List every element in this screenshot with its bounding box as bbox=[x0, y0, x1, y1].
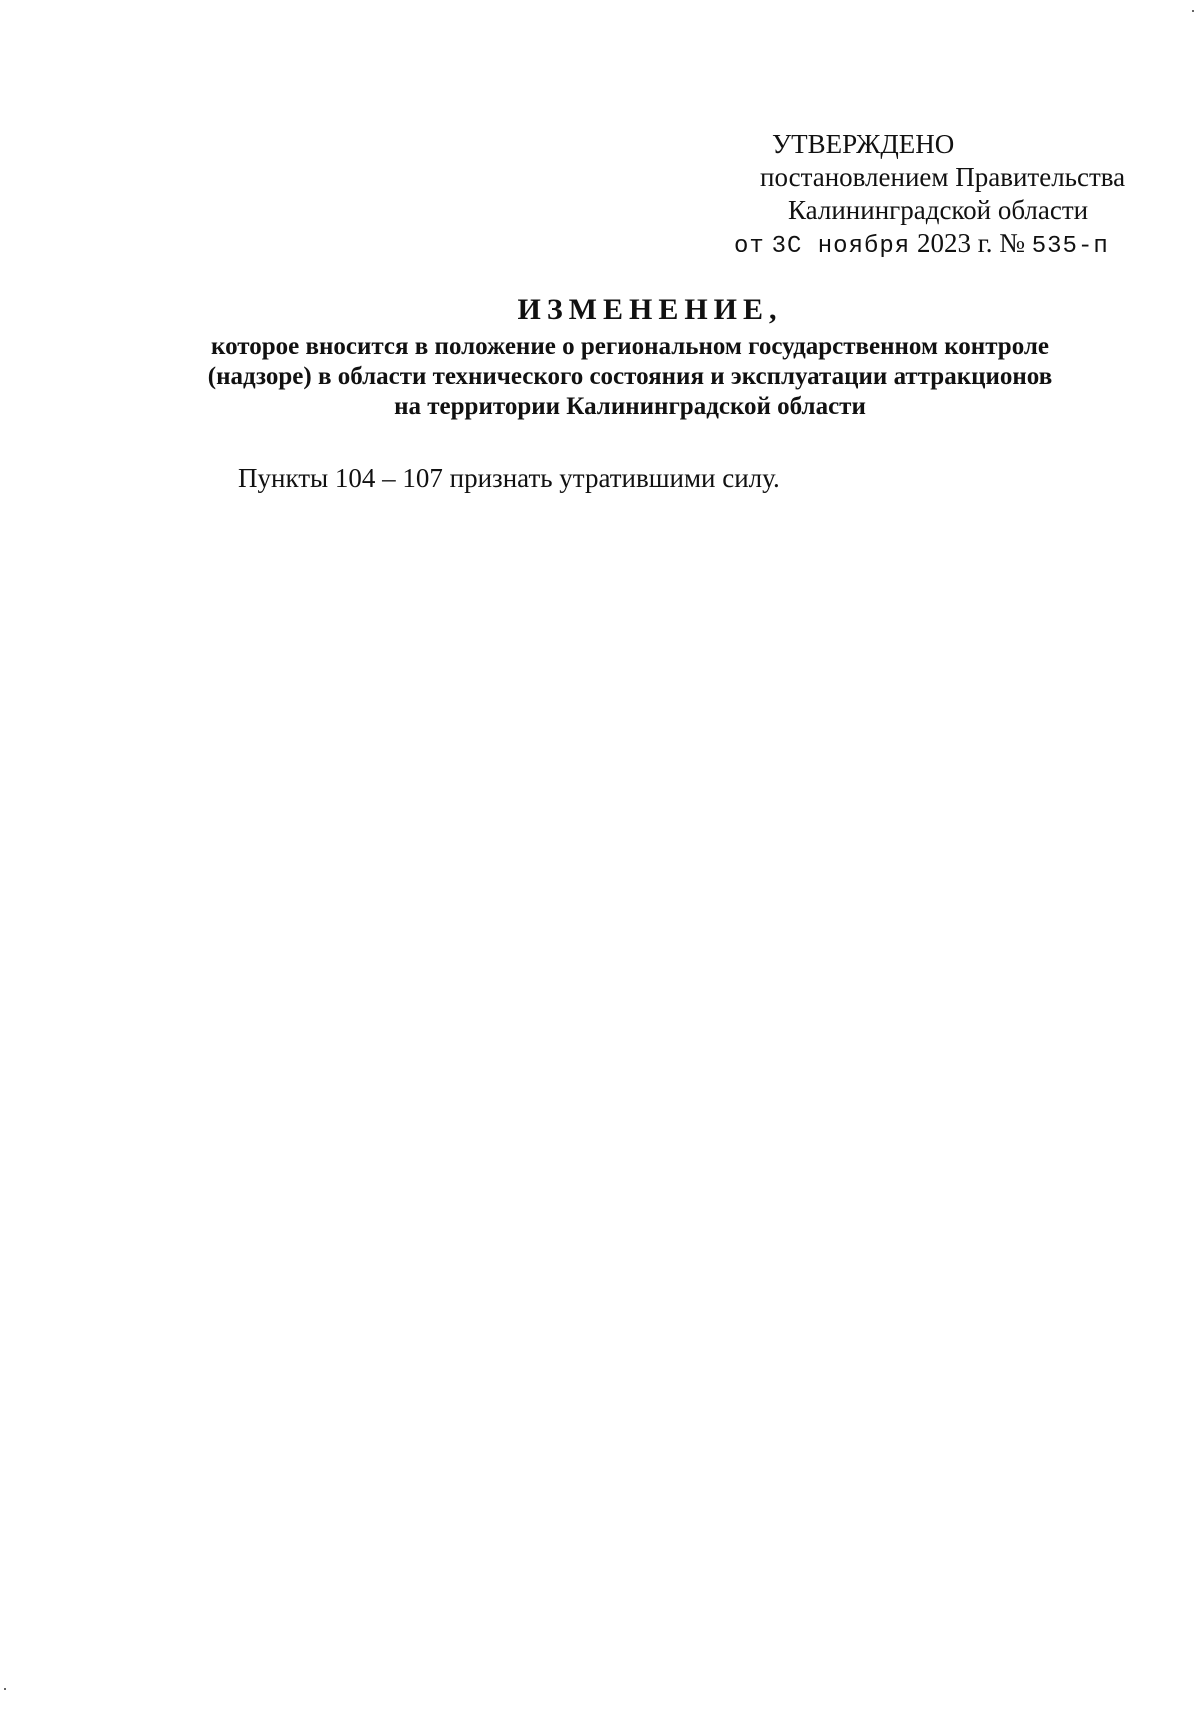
date-prefix: от bbox=[734, 233, 765, 260]
approval-region: Калининградской области bbox=[788, 195, 1089, 225]
scan-speck bbox=[4, 1688, 6, 1690]
approval-block bbox=[700, 128, 1160, 263]
date-year: 2023 г. № bbox=[916, 228, 1025, 258]
approval-title: УТВЕРЖДЕНО bbox=[772, 129, 955, 159]
subtitle-line: на территории Калининградской области bbox=[394, 393, 866, 420]
scan-speck bbox=[1192, 10, 1194, 12]
approval-date-line bbox=[700, 227, 1160, 263]
subtitle-line: (надзоре) в области технического состояния и эксплуатации аттракционов bbox=[207, 363, 1053, 390]
body-paragraph: Пункты 104 – 107 признать утратившими силу. bbox=[238, 463, 780, 493]
date-day-month: 3С ноября bbox=[771, 233, 911, 260]
subtitle-line: которое вносится в положение о региональном государственном контроле bbox=[211, 333, 1049, 360]
document-heading bbox=[130, 292, 1130, 422]
document-subtitle bbox=[130, 332, 1130, 422]
approval-authority: постановлением Правительства bbox=[760, 162, 1126, 192]
document-number: 535-п bbox=[1031, 233, 1109, 260]
document-title: ИЗМЕНЕНИЕ, bbox=[517, 293, 783, 326]
